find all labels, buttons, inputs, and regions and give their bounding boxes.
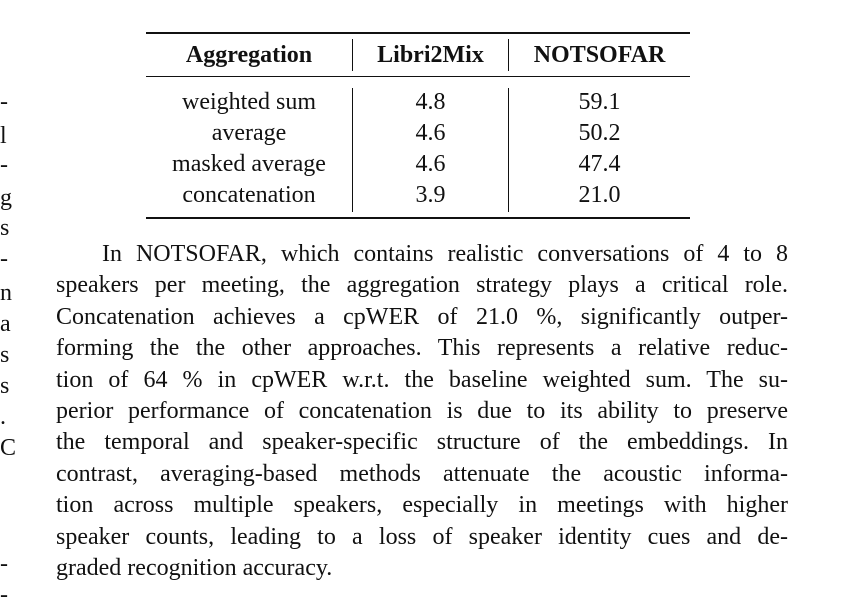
table-mid-rule [146, 76, 690, 77]
margin-fragment: C [0, 435, 17, 461]
margin-fragment: - [0, 582, 8, 608]
margin-fragment: - [0, 551, 8, 577]
header-separator [352, 39, 353, 71]
adjacent-column-fragments [0, 0, 17, 612]
cell-aggregation: average [211, 120, 287, 146]
margin-fragment: s [0, 215, 10, 241]
header-aggregation: Aggregation [185, 42, 313, 68]
cell-notsofar: 47.4 [578, 151, 621, 177]
margin-fragment: . [0, 404, 6, 430]
paragraph-line: speaker counts, leading to a loss of speaker identity cues and de- [56, 523, 788, 550]
paragraph-line: graded recognition accuracy. [56, 554, 333, 581]
cell-libri2mix: 4.6 [415, 120, 446, 146]
margin-fragment: - [0, 152, 8, 178]
cell-notsofar: 59.1 [578, 89, 621, 115]
paragraph-line: contrast, averaging-based methods attenuate the acoustic informa- [56, 460, 788, 487]
paragraph-line: forming the the other approaches. This represents a relative reduc- [56, 335, 788, 362]
margin-fragment: a [0, 311, 11, 337]
cell-notsofar: 21.0 [578, 182, 621, 208]
header-notsofar: NOTSOFAR [533, 42, 666, 68]
cell-libri2mix: 4.6 [415, 151, 446, 177]
header-separator [508, 39, 509, 71]
cell-libri2mix: 4.8 [415, 89, 446, 115]
table-bottom-rule [146, 217, 690, 219]
cell-aggregation: concatenation [182, 182, 316, 208]
paragraph-line: tion across multiple speakers, especially in meetings with higher [56, 492, 788, 519]
cell-aggregation: masked average [172, 151, 326, 177]
body-paragraph [56, 239, 788, 584]
paragraph-line: the temporal and speaker-specific structure of the embeddings. In [56, 429, 788, 456]
cell-libri2mix: 3.9 [415, 182, 446, 208]
table-top-rule [146, 32, 690, 34]
header-libri2mix: Libri2Mix [377, 42, 484, 68]
margin-fragment: g [0, 185, 12, 211]
paragraph-line: speakers per meeting, the aggregation strategy plays a critical role. [56, 272, 788, 299]
paragraph-line: Concatenation achieves a cpWER of 21.0 %, significantly outper- [56, 303, 788, 330]
cell-aggregation: weighted sum [182, 89, 316, 115]
paragraph-line: perior performance of concatenation is due to its ability to preserve [56, 397, 788, 424]
paragraph-line: In NOTSOFAR, which contains realistic conversations of 4 to 8 [102, 241, 788, 267]
margin-fragment: - [0, 246, 8, 272]
margin-fragment: - [0, 89, 8, 115]
margin-fragment: l [0, 123, 7, 149]
paragraph-line: tion of 64 % in cpWER w.r.t. the baseline weighted sum. The su- [56, 366, 788, 393]
margin-fragment: s [0, 373, 10, 399]
margin-fragment: n [0, 280, 12, 306]
margin-fragment: s [0, 342, 10, 368]
cell-notsofar: 50.2 [578, 120, 621, 146]
